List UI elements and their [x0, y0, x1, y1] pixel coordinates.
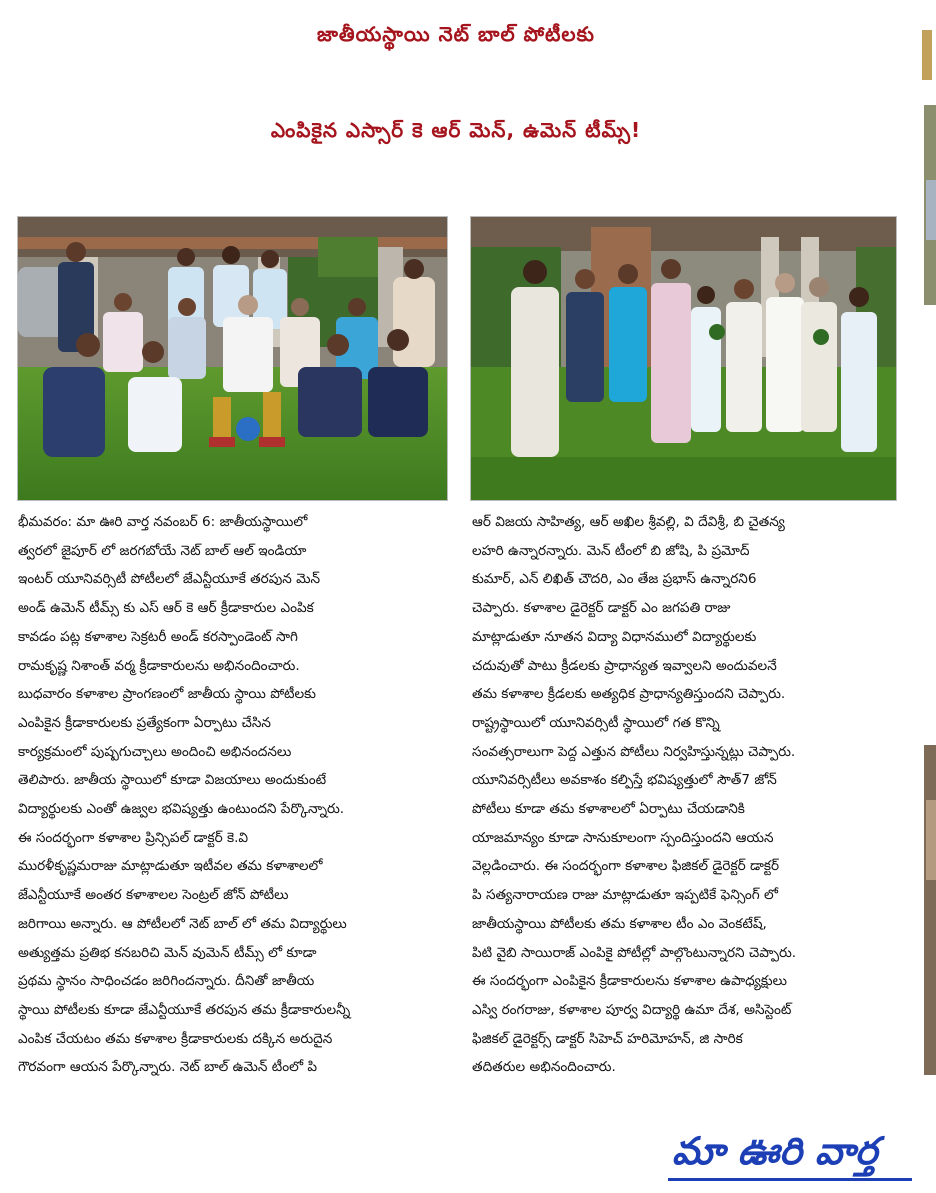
article-line: ఎంపికైన క్రీడాకారులకు ప్రత్యేకంగా ఏర్పాటు చేసిన	[18, 714, 271, 731]
article-left-column	[18, 508, 446, 1082]
article-line: మురళీకృష్ణమరాజు మాట్లాడుతూ ఇటీవల తమ కళాశాలలో	[18, 858, 323, 875]
article-line: ఈ సందర్భంగా కళాశాల ప్రిన్సిపల్ డాక్టర్ కె.వి	[18, 829, 249, 846]
article-line: సంవత్సరాలుగా పెద్ద ఎత్తున పోటీలు నిర్వహిస్తున్నట్లు చెప్పారు.	[472, 743, 796, 760]
article-line: స్థాయి పోటీలకు కూడా జేఎన్టీయూకే తరపున తమ క్రీడాకారులన్నీ	[18, 1001, 351, 1018]
article-line: తదితరుల అభినందించారు.	[472, 1059, 616, 1076]
article-line: రాష్ట్రస్థాయిలో యూనివర్సిటీ స్థాయిలో గత కొన్ని	[472, 714, 720, 731]
article-line: పోటీలు కూడా తమ కళాశాలలో ఏర్పాటు చేయడానికి	[472, 801, 745, 818]
article-line: పి సత్యనారాయణ రాజు మాట్లాడుతూ ఇప్పటికే ఫెన్సింగ్ లో	[472, 887, 779, 904]
article-right-column	[472, 508, 896, 1082]
article-line: జాతీయస్థాయి పోటీలకు తమ కళాశాల టీం ఎం వెంకటేష్,	[472, 915, 767, 932]
masthead-underline	[668, 1178, 924, 1181]
article-line: గౌరవంగా ఆయన పేర్కొన్నారు. నెట్ బాల్ ఉమెన్ టీంలో పి	[18, 1059, 318, 1076]
article-line: వెల్లడించారు. ఈ సందర్భంగా కళాశాల ఫిజికల్ డైరెక్టర్ డాక్టర్	[472, 858, 780, 875]
article-line: చెప్పారు. కళాశాల డైరెక్టర్ డాక్టర్ ఎం జగపతి రాజు	[472, 600, 731, 617]
article-line: ఎంపిక చేయటం తమ కళాశాల క్రీడాకారులకు దక్కిన అరుదైన	[18, 1030, 333, 1047]
article-line: ఈ సందర్భంగా ఎంపికైన క్రీడాకారులను కళాశాల ఉపాధ్యక్షులు	[472, 973, 787, 990]
adjacent-page-strip	[912, 0, 936, 1193]
article-line: అత్యుత్తమ ప్రతిభ కనబరిచి మెన్ వుమెన్ టీమ్స్ లో కూడా	[18, 944, 317, 961]
article-line: తమ కళాశాల క్రీడలకు అత్యధిక ప్రాధాన్యతిస్తుందని చెప్పారు.	[472, 686, 786, 703]
headline-line-2: ఎంపికైన ఎస్సార్ కె ఆర్ మెన్, ఉమెన్ టీమ్స్!	[270, 118, 642, 142]
article-line: ఫిజికల్ డైరెక్టర్స్ డాక్టర్ సిహెచ్ హరిమోహన్, జి సారిక	[472, 1030, 743, 1047]
article-line: లహరి ఉన్నారన్నారు. మెన్ టీంలో బి జోషి, పి ప్రమోద్	[472, 542, 750, 559]
article-line: భీమవరం: మా ఊరి వార్త నవంబర్ 6: జాతీయస్థాయిలో	[18, 514, 308, 530]
article-line: బుధవారం కళాశాల ప్రాంగణంలో జాతీయ స్థాయి పోటీలకు	[18, 686, 316, 703]
article-line: విద్యార్థులకు ఎంతో ఉజ్వల భవిష్యత్తు ఉంటుందని పేర్కొన్నారు.	[18, 801, 345, 818]
article-line: మాట్లాడుతూ నూతన విద్యా విధానములో విద్యార్థులకు	[472, 628, 757, 645]
masthead-logo: మా ఊరి వార్త	[672, 1129, 878, 1173]
article-line: యూనివర్సిటీలు అవకాశం కల్పిస్తే భవిష్యత్తులో సౌత్7 జోన్	[472, 772, 777, 789]
headline-line-1: జాతీయస్థాయి నెట్ బాల్ పోటీలకు	[317, 22, 595, 46]
article-line: కావడం పట్ల కళాశాల సెక్రటరీ అండ్ కరస్పాండెంట్ సాగి	[18, 628, 298, 645]
article-line: జేఎన్టీయూకే అంతర కళాశాలల సెంట్రల్ జోన్ పోటీలు	[18, 887, 289, 904]
article-line: ఇంటర్ యూనివర్సిటీ పోటీలలో జేఎన్టీయూకే తరపున మెన్	[18, 571, 321, 588]
article-line: కుమార్, ఎన్ లిఖిత్ చౌదరి, ఎం తేజ ప్రభాస్ ఉన్నారని6	[472, 571, 757, 588]
article-line: ప్రథమ స్థానం సాధించడం జరిగిందన్నారు. దీనితో జాతీయ	[18, 973, 315, 990]
article-line: ఆర్ విజయ సాహిత్య, ఆర్ అఖిల శ్రీవల్లి, వి దేవిశ్రీ, బి చైతన్య	[472, 514, 785, 530]
article-line: అండ్ ఉమెన్ టీమ్స్ కు ఎస్ ఆర్ కె ఆర్ క్రీడాకారుల ఎంపిక	[18, 600, 314, 617]
article-line: తెలిపారు. జాతీయ స్థాయిలో కూడా విజయాలు అందుకుంటే	[18, 772, 327, 789]
article-line: చదువుతో పాటు క్రీడలకు ప్రాధాన్యత ఇవ్వాలని అందువలనే	[472, 657, 777, 674]
article-line: జరిగాయి అన్నారు. ఆ పోటీలలో నెట్ బాల్ లో తమ విద్యార్థులు	[18, 915, 347, 932]
article-line: త్వరలో జైపూర్ లో జరగబోయే నెట్ బాల్ ఆల్ ఇండియా	[18, 542, 307, 559]
article-line: కార్యక్రమంలో పుష్పగుచ్చాలు అందించి అభినందనలు	[18, 743, 292, 760]
article-line: యాజమాన్యం కూడా సానుకూలంగా స్పందిస్తుందని ఆయన	[472, 829, 774, 846]
article-line: ఎస్వి రంగరాజు, కళాశాల పూర్వ విద్యార్థి ఉమా దేశ, అసిస్టెంట్	[472, 1001, 792, 1018]
article-line: పిటి వైబి సాయిరాజ్ ఎంపికై పోటీల్లో పాల్గొంటున్నారని చెప్పారు.	[472, 944, 797, 961]
photo-team-group	[17, 216, 448, 501]
article-line: రామకృష్ణ నిశాంత్ వర్మ క్రీడాకారులను అభినందించారు.	[18, 657, 300, 674]
photo-felicitation	[470, 216, 897, 501]
